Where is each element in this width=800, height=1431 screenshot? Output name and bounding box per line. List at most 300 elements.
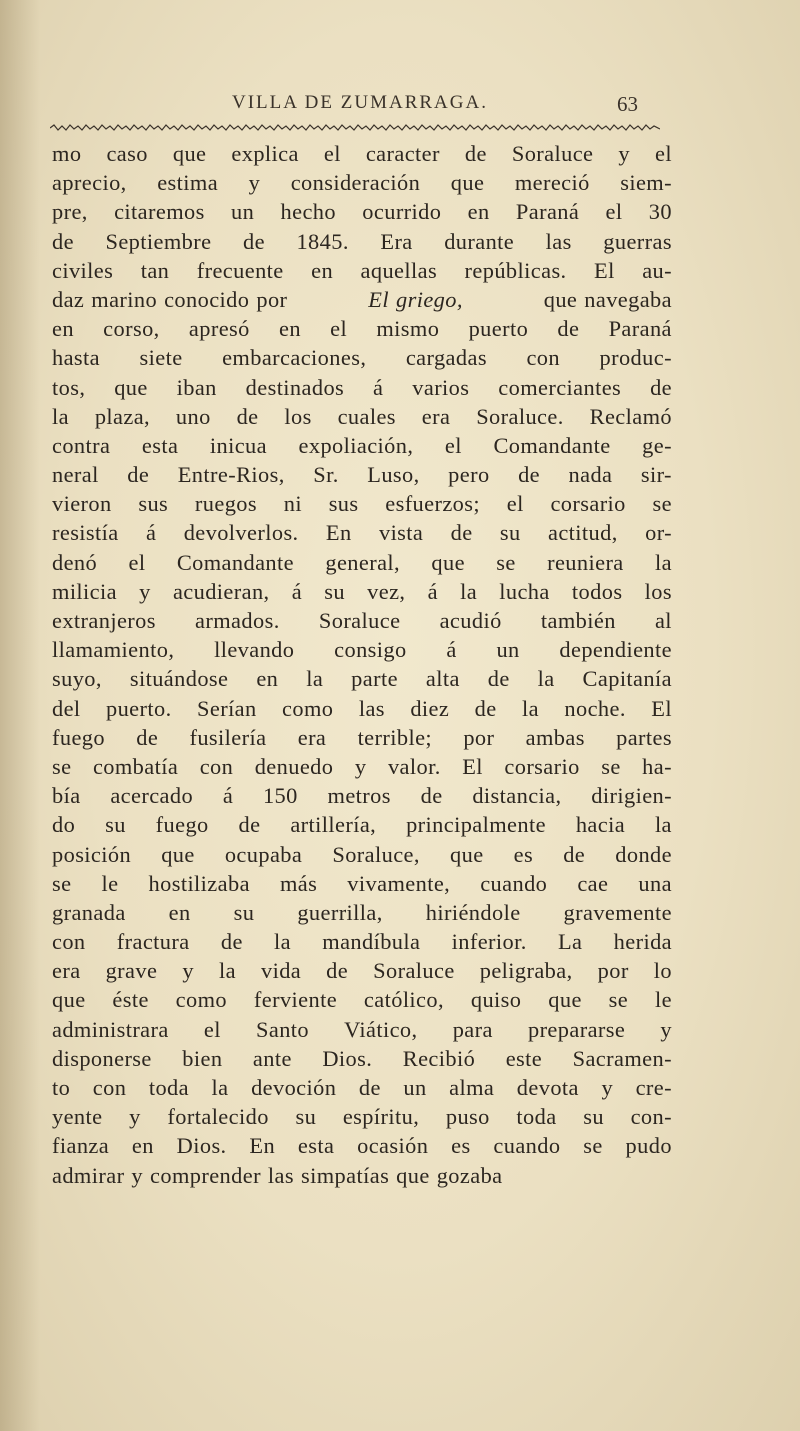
word: á xyxy=(427,578,438,604)
word: corsario xyxy=(550,491,626,517)
word: se xyxy=(52,753,72,779)
word: Paraná xyxy=(515,199,580,225)
page-header xyxy=(52,92,652,118)
word: su xyxy=(583,1104,604,1130)
word: este xyxy=(505,1045,543,1071)
word: disponerse xyxy=(52,1045,152,1071)
word: en xyxy=(168,899,191,925)
word: se xyxy=(583,1133,603,1159)
text-line xyxy=(52,518,672,547)
word: de xyxy=(450,520,473,546)
word: Reclamó xyxy=(589,403,672,429)
word: noche. xyxy=(564,695,626,721)
word: Luso, xyxy=(367,462,420,488)
word: y xyxy=(182,958,194,984)
word: toda xyxy=(516,1104,557,1130)
word: or- xyxy=(645,520,672,546)
word: ni xyxy=(283,491,302,517)
text-line xyxy=(52,1015,672,1044)
word: Soraluce xyxy=(373,958,455,984)
word: puerto xyxy=(468,316,529,342)
word: aprecio, xyxy=(52,170,127,196)
word: En xyxy=(249,1133,276,1159)
word: contra xyxy=(52,432,111,458)
word: que xyxy=(431,549,465,575)
word: y xyxy=(139,578,151,604)
text-line xyxy=(52,402,672,431)
word: mereció xyxy=(514,170,590,196)
word: resistía xyxy=(52,520,119,546)
word: devota xyxy=(516,1075,579,1100)
text-line xyxy=(52,431,672,460)
text-line xyxy=(52,227,672,256)
word: civiles xyxy=(52,257,114,283)
word: y xyxy=(248,170,261,196)
word: las xyxy=(358,695,385,721)
text-line xyxy=(52,314,672,343)
word: vez, xyxy=(367,578,406,604)
word: destinados xyxy=(245,374,345,400)
word: sus xyxy=(328,491,359,517)
word: á xyxy=(446,637,457,663)
word: su xyxy=(295,1104,317,1130)
word: repúblicas. xyxy=(464,257,567,283)
word: mismo xyxy=(376,316,440,342)
word: del xyxy=(52,695,81,721)
word: el xyxy=(128,549,146,575)
word: pre, xyxy=(52,199,88,225)
word: distancia, xyxy=(472,783,562,809)
word: varios xyxy=(412,374,470,400)
word: artillería, xyxy=(290,812,377,838)
word: diez xyxy=(410,695,450,721)
word: la xyxy=(274,929,291,955)
text-line xyxy=(52,577,672,606)
word: esta xyxy=(141,432,179,458)
word: un xyxy=(496,637,520,663)
word: devoción xyxy=(251,1075,337,1100)
word: que xyxy=(161,841,195,867)
word: produc- xyxy=(599,345,672,371)
word: parte xyxy=(351,666,398,692)
word: católico, xyxy=(363,987,444,1013)
word: sus xyxy=(138,491,169,517)
word: el xyxy=(655,141,672,166)
word: con xyxy=(199,753,234,779)
word: la xyxy=(52,403,69,429)
word: dependiente xyxy=(559,637,672,663)
word: fianza xyxy=(52,1133,110,1159)
word: en xyxy=(131,1133,154,1159)
word: y xyxy=(129,1104,141,1130)
word: comerciantes xyxy=(498,374,622,400)
decorative-rule xyxy=(50,124,660,132)
word: de xyxy=(474,695,497,721)
word: iban xyxy=(176,374,217,400)
word: de xyxy=(242,228,265,254)
text-line xyxy=(52,548,672,577)
word: administrara xyxy=(52,1016,169,1042)
word: es xyxy=(513,841,534,867)
word: se xyxy=(52,870,72,896)
word: donde xyxy=(615,841,672,867)
word: alta xyxy=(425,666,460,692)
word: le xyxy=(654,987,672,1013)
word: la xyxy=(655,549,672,575)
word: ocasión xyxy=(357,1133,429,1159)
word: su xyxy=(324,578,345,604)
word: extranjeros xyxy=(52,608,156,633)
word: expoliación, xyxy=(298,432,414,458)
word: la xyxy=(306,666,324,692)
italic-name: El griego, xyxy=(368,286,463,312)
text-line xyxy=(52,373,672,402)
text-line xyxy=(52,460,672,489)
word: pero xyxy=(448,462,490,488)
word: alma xyxy=(449,1075,495,1100)
word: actitud, xyxy=(548,520,618,546)
word: posición xyxy=(52,841,132,867)
word: Paraná xyxy=(608,316,672,342)
word: 1845. xyxy=(296,228,349,254)
word: el xyxy=(506,491,524,517)
word: espíritu, xyxy=(342,1104,420,1130)
word: su xyxy=(105,812,126,838)
word: esfuerzos; xyxy=(385,491,481,517)
word: los xyxy=(284,403,312,429)
word: el xyxy=(444,432,462,458)
word: á xyxy=(291,578,303,604)
word: durante xyxy=(444,228,515,254)
word: consigo xyxy=(334,637,407,663)
word: de xyxy=(650,374,672,400)
word: quiso xyxy=(470,987,522,1013)
word: de xyxy=(464,141,487,166)
word: partes xyxy=(616,724,672,750)
word: un xyxy=(231,199,255,225)
word: también xyxy=(540,608,616,633)
word: que xyxy=(548,987,582,1013)
text-line: admirar y comprender las simpatías que gozaba xyxy=(52,1162,503,1188)
word: explica xyxy=(231,141,299,166)
word: toda xyxy=(148,1075,189,1100)
word: acercado xyxy=(110,783,194,809)
word: su xyxy=(233,899,255,925)
word: Dios. xyxy=(176,1133,227,1159)
text-segment: que navegaba xyxy=(543,286,672,312)
text-line xyxy=(52,168,672,197)
word: denó xyxy=(52,549,98,575)
word: ge- xyxy=(642,432,672,458)
text-line xyxy=(52,256,672,285)
text-line xyxy=(52,1044,672,1073)
word: En xyxy=(325,520,352,546)
word: el xyxy=(323,141,341,166)
word: y xyxy=(354,753,367,779)
word: que xyxy=(52,987,86,1013)
word: caracter xyxy=(365,141,440,166)
word: la xyxy=(460,578,478,604)
word: las xyxy=(545,228,572,254)
word: en xyxy=(52,316,74,342)
word: para xyxy=(452,1016,493,1042)
word: inferior. xyxy=(451,929,527,955)
word: siem- xyxy=(620,170,672,196)
word: de xyxy=(420,783,443,809)
word: de xyxy=(326,958,349,984)
word: un xyxy=(403,1075,427,1100)
word: á xyxy=(222,783,234,809)
text-segment: daz marino conocido por xyxy=(52,286,288,312)
word: por xyxy=(463,724,495,750)
word: hasta xyxy=(52,345,101,371)
word: hiriéndole xyxy=(425,899,521,925)
word: ha- xyxy=(642,753,672,779)
word: yente xyxy=(52,1104,103,1130)
word: de xyxy=(52,228,74,254)
word: Comandante xyxy=(176,549,294,575)
word: bien xyxy=(182,1045,223,1071)
word: hecho xyxy=(280,199,336,225)
word: gravemente xyxy=(563,899,672,925)
word: Comandante xyxy=(493,432,611,458)
word: que xyxy=(172,141,207,166)
word: le xyxy=(101,870,119,896)
word: vivamente, xyxy=(347,870,451,896)
text-line xyxy=(52,898,672,927)
word: au- xyxy=(642,257,672,283)
word: uno xyxy=(175,403,211,429)
word: de xyxy=(238,812,261,838)
word: se xyxy=(608,987,629,1013)
word: peligraba, xyxy=(479,958,573,984)
word: en xyxy=(256,666,279,692)
word: cae xyxy=(577,870,609,896)
word: reuniera xyxy=(547,549,624,575)
word: Dios. xyxy=(322,1045,373,1071)
word: Capitanía xyxy=(582,666,672,692)
word: metros xyxy=(327,783,391,809)
word: era xyxy=(52,958,81,984)
word: de xyxy=(557,316,580,342)
word: ante xyxy=(252,1045,292,1071)
word: hacia xyxy=(575,812,626,838)
word: fusilería xyxy=(189,724,267,750)
word: acudieran, xyxy=(172,578,270,604)
word: corsario xyxy=(504,753,580,779)
text-line xyxy=(52,694,672,723)
word: la xyxy=(211,1075,229,1100)
word: bía xyxy=(52,783,81,809)
word: la xyxy=(537,666,555,692)
word: vieron xyxy=(52,491,112,517)
word: combatía xyxy=(92,753,179,779)
text-line xyxy=(52,664,672,693)
word: general, xyxy=(325,549,401,575)
text-line-with-italic xyxy=(52,285,672,314)
word: con xyxy=(526,345,560,371)
word: apresó xyxy=(188,316,250,342)
word: que xyxy=(114,374,148,400)
word: mandíbula xyxy=(322,929,421,955)
word: nada xyxy=(568,462,613,488)
word: milicia xyxy=(52,578,117,604)
word: la xyxy=(654,812,672,838)
word: el xyxy=(203,1016,221,1042)
word: Serían xyxy=(197,695,257,721)
word: inicua xyxy=(209,432,267,458)
binding-shadow xyxy=(0,0,40,1431)
word: fuego xyxy=(155,812,209,838)
word: que xyxy=(450,841,484,867)
word: se xyxy=(652,491,672,517)
word: de xyxy=(358,1075,381,1100)
text-line xyxy=(52,1073,672,1102)
word: con- xyxy=(630,1104,672,1130)
text-line xyxy=(52,489,672,518)
word: denuedo xyxy=(254,753,334,779)
word: terrible; xyxy=(357,724,433,750)
word: ruegos xyxy=(194,491,257,517)
word: y xyxy=(660,1016,672,1042)
word: ocurrido xyxy=(362,199,442,225)
word: lucha xyxy=(499,578,550,604)
word: cuales xyxy=(337,403,396,429)
text-line xyxy=(52,606,672,635)
word: una xyxy=(638,870,672,896)
word: Soraluce xyxy=(511,141,594,166)
word: con xyxy=(92,1075,127,1100)
word: suyo, xyxy=(52,666,102,692)
word: herida xyxy=(613,929,672,955)
word: de xyxy=(563,841,586,867)
word: los xyxy=(644,578,672,604)
word: mo xyxy=(52,141,82,166)
word: de xyxy=(487,666,510,692)
text-line xyxy=(52,1102,672,1131)
word: ocupaba xyxy=(224,841,303,867)
word: lo xyxy=(653,958,672,984)
word: puso xyxy=(445,1104,490,1130)
word: como xyxy=(282,695,334,721)
word: acudió xyxy=(439,608,502,633)
word: guerrilla, xyxy=(297,899,383,925)
word: El xyxy=(462,753,483,779)
word: era xyxy=(297,724,327,750)
word: de xyxy=(136,724,159,750)
word: vista xyxy=(378,520,424,546)
word: que xyxy=(450,170,485,196)
word: vida xyxy=(260,958,302,984)
word: grave xyxy=(105,958,158,984)
text-line xyxy=(52,752,672,781)
word: más xyxy=(279,870,318,896)
word: de xyxy=(220,929,243,955)
word: cargadas xyxy=(405,345,487,371)
running-title: VILLA DE ZUMARRAGA. xyxy=(232,92,488,113)
word: Sacramen- xyxy=(572,1045,672,1071)
word: cuando xyxy=(493,1133,561,1159)
word: en xyxy=(467,199,490,225)
text-line xyxy=(52,927,672,956)
word: tos, xyxy=(52,374,86,400)
text-line xyxy=(52,343,672,372)
word: se xyxy=(496,549,516,575)
word: sir- xyxy=(640,462,672,488)
word: guerras xyxy=(603,228,672,254)
word: neral xyxy=(52,462,99,488)
word: la xyxy=(218,958,236,984)
word: prepararse xyxy=(527,1016,626,1042)
word: do xyxy=(52,812,76,838)
text-line xyxy=(52,635,672,664)
word: por xyxy=(597,958,629,984)
word: dirigien- xyxy=(591,783,672,809)
word: principalmente xyxy=(406,812,546,838)
word: á xyxy=(373,374,384,400)
text-line xyxy=(52,810,672,839)
word: puerto. xyxy=(105,695,172,721)
word: devolverlos. xyxy=(183,520,299,546)
word: Recibió xyxy=(402,1045,476,1071)
word: 30 xyxy=(648,199,672,225)
word: plaza, xyxy=(94,403,151,429)
word: granada xyxy=(52,899,126,925)
text-line xyxy=(52,723,672,752)
word: situándose xyxy=(129,666,229,692)
word: citaremos xyxy=(114,199,205,225)
body-text xyxy=(52,139,672,1190)
word: Viático, xyxy=(344,1016,418,1042)
word: llamamiento, xyxy=(52,637,175,663)
word: Septiembre xyxy=(105,228,212,254)
word: Sr. xyxy=(313,462,339,488)
word: Soraluce. xyxy=(476,403,564,429)
word: y xyxy=(618,141,631,166)
word: era xyxy=(421,403,451,429)
word: Soraluce xyxy=(318,608,401,633)
text-line xyxy=(52,197,672,226)
word: esta xyxy=(297,1133,335,1159)
word: de xyxy=(518,462,540,488)
word: ferviente xyxy=(253,987,338,1013)
word: de xyxy=(236,403,259,429)
word: con xyxy=(52,929,86,955)
word: ambas xyxy=(525,724,585,750)
word: el xyxy=(330,316,348,342)
word: cre- xyxy=(635,1075,672,1100)
word: caso xyxy=(106,141,148,166)
word: siete xyxy=(139,345,183,371)
word: el xyxy=(605,199,623,225)
word: armados. xyxy=(195,608,280,633)
word: á xyxy=(145,520,157,546)
word: éste xyxy=(112,987,149,1013)
word: Santo xyxy=(256,1016,310,1042)
word: 150 xyxy=(262,783,298,809)
word: de xyxy=(127,462,150,488)
word: consideración xyxy=(290,170,421,196)
word: Entre-Rios, xyxy=(177,462,285,488)
word: pudo xyxy=(625,1133,672,1159)
word: es xyxy=(451,1133,471,1159)
word: llevando xyxy=(214,637,295,663)
word: fuego xyxy=(52,724,105,750)
word: El xyxy=(594,257,615,283)
word: en xyxy=(311,257,334,283)
word: en xyxy=(278,316,301,342)
word: La xyxy=(557,929,583,955)
